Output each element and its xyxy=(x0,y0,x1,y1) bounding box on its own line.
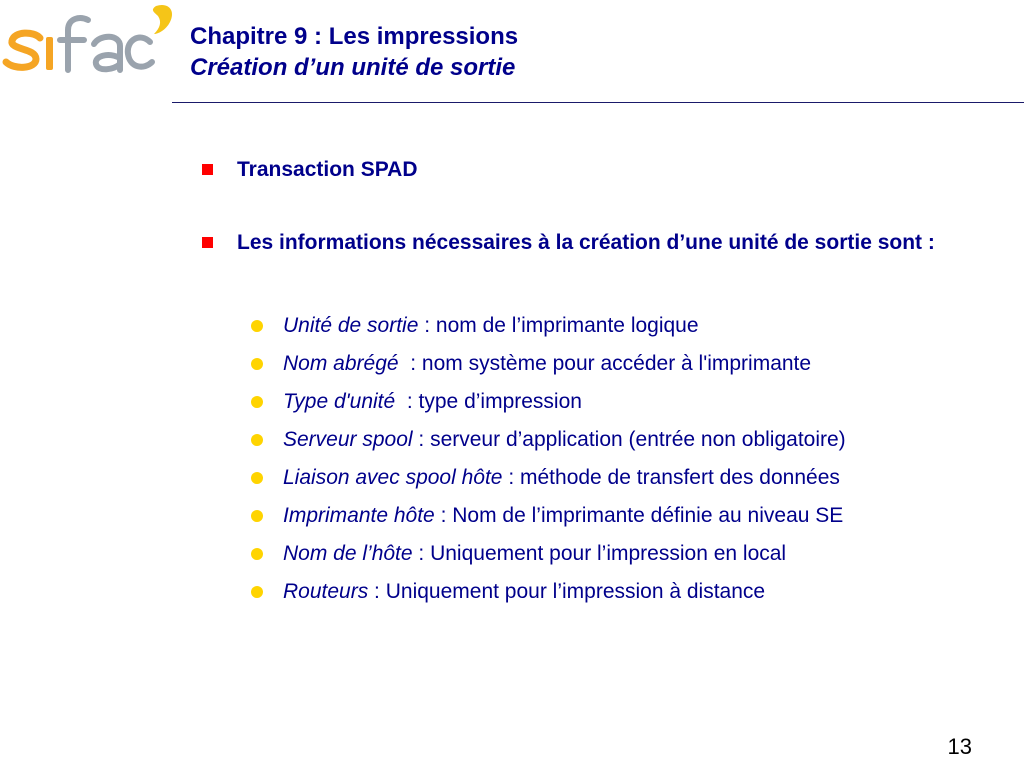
logo-swoosh-icon xyxy=(153,5,172,34)
sub-bullet-list xyxy=(198,307,998,611)
item-term: Liaison avec spool hôte xyxy=(283,466,503,489)
red-square-bullet-icon xyxy=(202,164,213,175)
list-item xyxy=(198,573,998,611)
bullet-level1 xyxy=(198,155,998,185)
item-term: Imprimante hôte xyxy=(283,504,435,527)
logo-a-letter xyxy=(94,37,120,70)
slide-body xyxy=(198,155,998,611)
list-item xyxy=(198,345,998,383)
bullet-level1 xyxy=(198,228,957,258)
yellow-dot-bullet-icon xyxy=(251,358,263,370)
item-term: Serveur spool xyxy=(283,428,413,451)
logo-c-letter xyxy=(128,38,152,67)
title-subtitle: Création d’un unité de sortie xyxy=(190,54,516,81)
list-item xyxy=(198,383,998,421)
yellow-dot-bullet-icon xyxy=(251,320,263,332)
item-term: Nom de l’hôte xyxy=(283,542,413,565)
item-desc: : nom système pour accéder à l'imprimante xyxy=(398,352,812,375)
item-desc: : Uniquement pour l’impression en local xyxy=(412,542,787,565)
title-main: Chapitre 9 : Les impressions xyxy=(190,23,519,50)
item-desc: : type d’impression xyxy=(395,390,582,413)
item-term: Type d'unité xyxy=(283,390,396,413)
logo-s-letter xyxy=(6,33,40,67)
yellow-dot-bullet-icon xyxy=(251,396,263,408)
yellow-dot-bullet-icon xyxy=(251,548,263,560)
item-term: Nom abrégé xyxy=(283,352,399,375)
yellow-dot-bullet-icon xyxy=(251,586,263,598)
list-item xyxy=(198,535,998,573)
page-number: 13 xyxy=(947,734,972,759)
item-desc: : nom de l’imprimante logique xyxy=(418,314,699,337)
list-item xyxy=(198,497,998,535)
sifac-logo xyxy=(0,0,180,80)
yellow-dot-bullet-icon xyxy=(251,472,263,484)
list-item xyxy=(198,307,998,345)
red-square-bullet-icon xyxy=(202,237,213,248)
item-desc: : méthode de transfert des données xyxy=(502,466,840,489)
item-desc: : Nom de l’imprimante définie au niveau SE xyxy=(434,504,844,527)
item-term: Unité de sortie xyxy=(283,314,419,337)
yellow-dot-bullet-icon xyxy=(251,434,263,446)
list-item xyxy=(198,459,998,497)
logo-f-letter xyxy=(60,18,88,70)
item-term: Routeurs xyxy=(283,580,369,603)
list-item xyxy=(198,421,998,459)
yellow-dot-bullet-icon xyxy=(251,510,263,522)
header-divider xyxy=(172,102,1024,103)
bullet-text: Transaction SPAD xyxy=(237,158,418,181)
item-desc: : serveur d’application (entrée non obligatoire) xyxy=(412,428,846,451)
item-desc: : Uniquement pour l’impression à distance xyxy=(368,580,766,603)
bullet-text: Les informations nécessaires à la création d’une unité de sortie sont : xyxy=(237,231,935,254)
logo-i-stem xyxy=(46,37,53,70)
page-title xyxy=(190,21,518,83)
